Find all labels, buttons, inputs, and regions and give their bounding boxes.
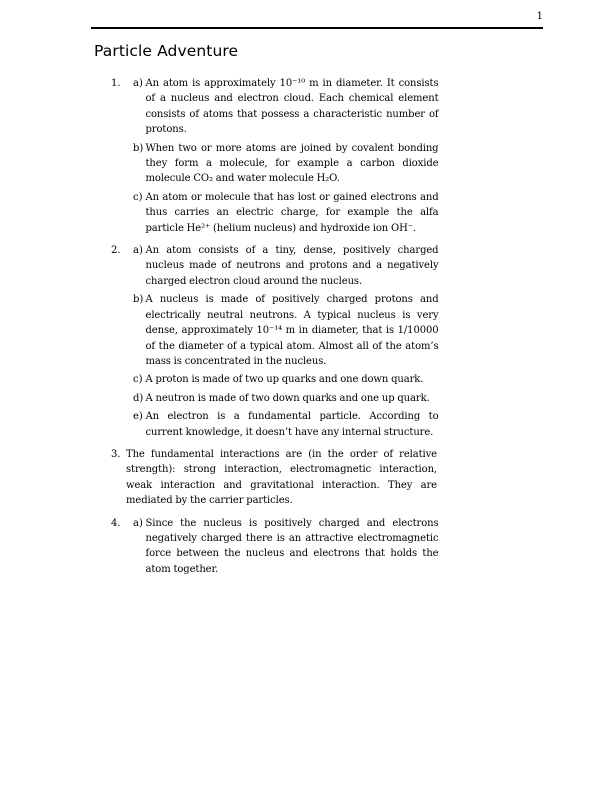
header-rule [91,27,543,29]
item-letter: d) [133,392,144,404]
answers-list [111,76,441,577]
list-item [111,447,441,509]
item-number: 3. [111,448,121,460]
item-number: 1. [111,78,121,89]
item-text: An electron is a fundamental particle. According to current knowledge, it doesn’t have any internal structure. [145,411,439,438]
item-text: An atom is approximately 10⁻¹⁰ m in diameter. It consists of a nucleus and electron cloud. Each chemical element consists of atoms that possess a characteristic number of protons. [145,78,439,136]
item-letter: e) [133,411,143,423]
item-text: A nucleus is made of positively charged protons and electrically neutral neutrons. A typical nucleus is very dense, approximately 10⁻¹⁴ m in diameter, that is 1/10000 of the diameter of a typical atom. Almost all of the atom’s mass is concentrated in the nucleus. [145,294,439,367]
list-item [111,243,441,289]
item-letter: c) [133,374,143,386]
item-text: A neutron is made of two down quarks and one up quark. [145,392,430,404]
item-text: A proton is made of two up quarks and one down quark. [145,374,424,386]
list-item [111,372,441,387]
item-number: 4. [111,517,121,529]
item-text: Since the nucleus is positively charged and electrons negatively charged there is an attractive electromagnetic force between the nucleus and electrons that holds the atom together. [145,517,439,575]
page-title: Particle Adventure [94,42,239,60]
item-number: 2. [111,245,121,257]
item-letter: b) [133,294,144,306]
list-item [111,516,441,578]
page-number: 1 [536,11,543,22]
list-item [111,141,441,187]
item-letter: c) [133,191,143,203]
list-item [111,190,441,236]
list-item [111,292,441,369]
item-letter: a) [133,245,143,257]
list-item [111,76,441,138]
item-text: The fundamental interactions are (in the order of relative strength): strong interaction, electromagnetic interaction, weak interaction and gravitational interaction. They are mediated by the carrier particles. [126,448,437,507]
item-letter: b) [133,142,144,154]
item-text: When two or more atoms are joined by covalent bonding they form a molecule, for example a carbon dioxide molecule CO₂ and water molecule H₂O. [145,142,439,185]
list-item [111,409,441,440]
item-letter: a) [133,78,143,89]
item-text: An atom or molecule that has lost or gained electrons and thus carries an electric charge, for example the alfa particle He²⁺ (helium nucleus) and hydroxide ion OH⁻. [145,191,439,234]
item-letter: a) [133,517,143,529]
list-item [111,391,441,406]
item-text: An atom consists of a tiny, dense, positively charged nucleus made of neutrons and protons and a negatively charged electron cloud around the nucleus. [145,245,439,287]
